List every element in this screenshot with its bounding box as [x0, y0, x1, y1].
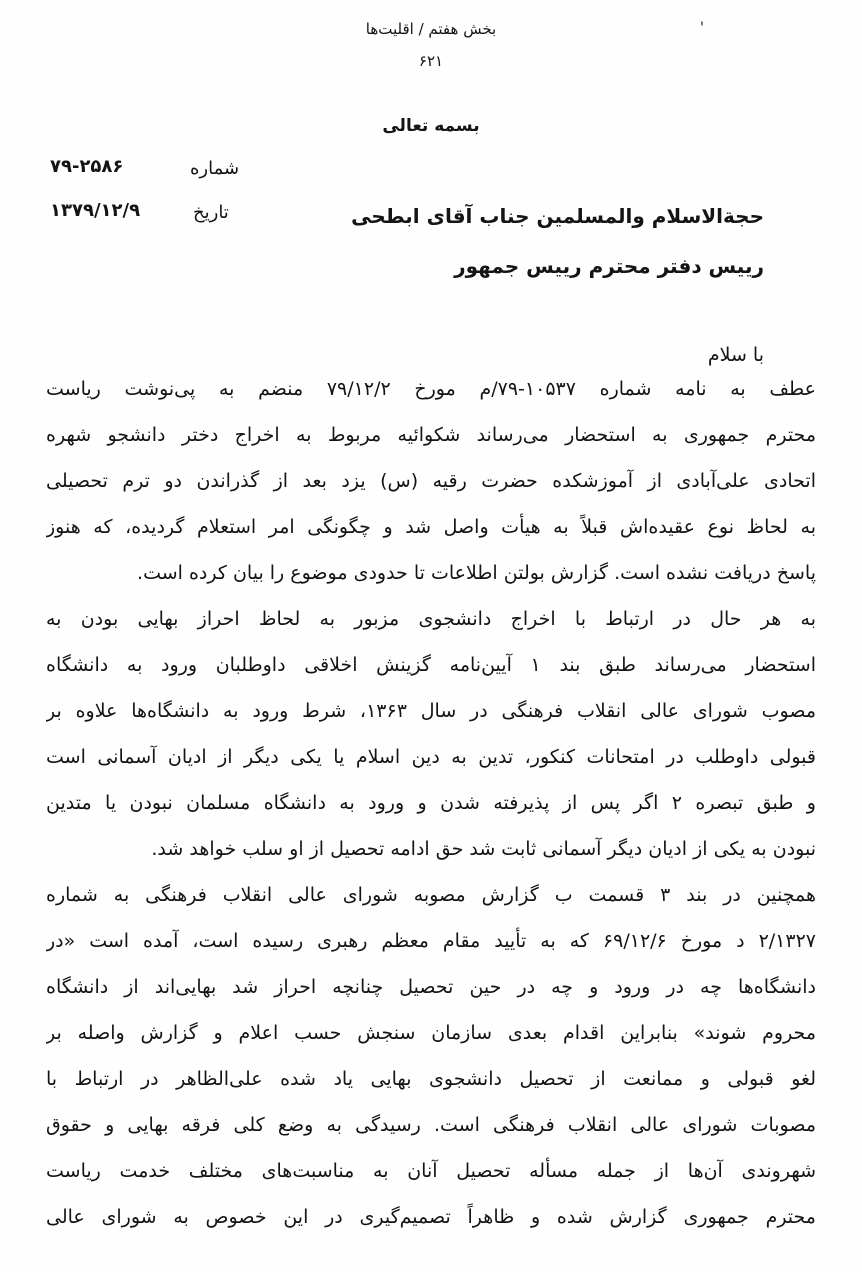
body-line: پاسخ دریافت نشده است. گزارش بولتن اطلاعات تا حدودی موضوع را بیان کرده است. — [137, 562, 816, 584]
page-number: ۶۲۱ — [418, 52, 444, 70]
body-line: استحضار می‌رساند طبق بند ۱ آیین‌نامه گزینش اخلاقی داوطلبان ورود به دانشگاه — [46, 654, 816, 676]
recipient-title: رییس دفتر محترم رییس جمهور — [454, 254, 764, 278]
date-value: ۱۳۷۹/۱۲/۹ — [50, 200, 141, 221]
page-mark: ' — [700, 20, 704, 36]
body-line: به لحاظ نوع عقیده‌اش قبلاً به هیأت واصل شد و چگونگی امر استعلام گردیده، که هنوز — [46, 516, 816, 538]
body-line: محروم شوند» بنابراین اقدام بعدی سازمان سنجش حسب اعلام و گزارش واصله بر — [46, 1022, 816, 1044]
body-line: نبودن به یکی از ادیان دیگر آسمانی ثابت شد حق ادامه تحصیل از او سلب خواهد شد. — [151, 838, 816, 860]
body-line: محترم جمهوری گزارش شده و ظاهراً تصمیم‌گیری در این خصوص به شورای عالی — [46, 1206, 816, 1228]
section-header: بخش هفتم / اقلیت‌ها — [365, 20, 497, 38]
body-line: همچنین در بند ۳ قسمت ب گزارش مصوبه شورای عالی انقلاب فرهنگی به شماره — [46, 884, 816, 906]
body-line: مصوب شورای عالی انقلاب فرهنگی در سال ۱۳۶۳، شرط ورود به دانشگاه‌ها علاوه بر — [46, 700, 816, 722]
body-line: محترم جمهوری به استحضار می‌رساند شکوائیه مربوط به اخراج دختر دانشجو شهره — [46, 424, 816, 446]
body-line: لغو قبولی و ممانعت از تحصیل دانشجوی بهایی یاد شده علی‌الظاهر در ارتباط با — [46, 1068, 816, 1090]
number-label: شماره — [190, 158, 240, 179]
body-line: قبولی داوطلب در امتحانات کنکور، تدین به دین اسلام یا یکی دیگر از ادیان آسمانی است — [46, 746, 816, 768]
recipient-name: حجة‌الاسلام والمسلمین جناب آقای ابطحی — [351, 204, 764, 228]
body-line: و طبق تبصره ۲ اگر پس از پذیرفته شدن و ورود به دانشگاه مسلمان نبودن یا متدین — [46, 792, 816, 814]
greeting: با سلام — [707, 344, 764, 366]
body-line: دانشگاه‌ها چه در ورود و چه در حین تحصیل چنانچه احراز شد بهایی‌اند از دانشگاه — [46, 976, 816, 998]
number-value: ۷۹-۲۵۸۶ — [50, 156, 124, 177]
body-line: ۲/۱۳۲۷ د مورخ ۶۹/۱۲/۶ که به تأیید مقام معظم رهبری رسیده است، آمده است «در — [46, 930, 816, 952]
body-line: اتحادی علی‌آبادی از آموزشکده حضرت رقیه (س) یزد بعد از گذراندن دو ترم تحصیلی — [46, 470, 816, 492]
body-line: عطف به نامه شماره ۱۰۵۳۷-۷۹/م مورخ ۷۹/۱۲/۲ منضم به پی‌نوشت ریاست — [46, 378, 816, 400]
date-label: تاریخ — [193, 202, 229, 223]
body-line: مصوبات شورای عالی انقلاب فرهنگی است. رسیدگی به وضع کلی فرقه بهایی و حقوق — [46, 1114, 816, 1136]
body-line: شهروندی آن‌ها از جمله مسأله تحصیل آنان به مناسبت‌های مختلف خدمت ریاست — [46, 1160, 816, 1182]
body-line: به هر حال در ارتباط با اخراج دانشجوی مزبور به لحاظ احراز بهایی بودن به — [46, 608, 816, 630]
letter-heading: بسمه تعالی — [382, 116, 480, 136]
